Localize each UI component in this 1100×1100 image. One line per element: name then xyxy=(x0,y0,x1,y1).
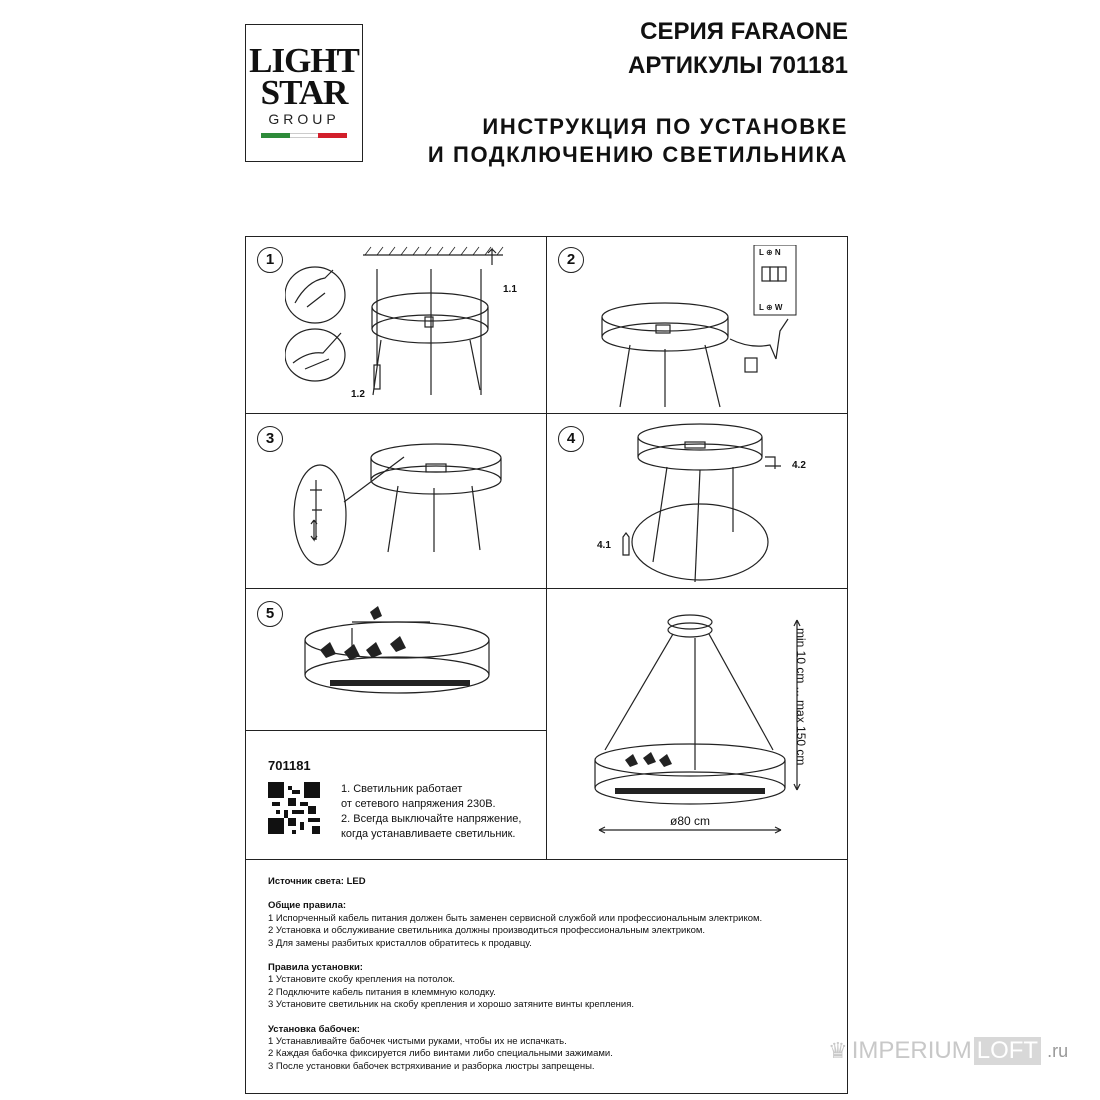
step-1-illustration xyxy=(285,245,540,405)
install-rules-title: Правила установки: xyxy=(268,962,363,974)
watermark xyxy=(828,1037,1068,1065)
grid-divider-row-4 xyxy=(245,859,848,860)
watermark-loft: LOFT xyxy=(974,1037,1041,1065)
instruction-title-line-1: ИНСТРУКЦИЯ ПО УСТАНОВКЕ xyxy=(482,114,848,139)
note-line: когда устанавливаете светильник. xyxy=(341,828,516,840)
step-4-label-b: 4.1 xyxy=(597,540,611,551)
light-source-value: LED xyxy=(346,876,366,887)
terminal-top-labels: L ⊕ N xyxy=(759,248,781,257)
height-range-label: min 10 cm ... max 150 cm xyxy=(794,628,808,766)
note-line: от сетевого напряжения 230В. xyxy=(341,798,496,810)
step-number-1: 1 xyxy=(257,247,283,273)
general-rule: 2 Установка и обслуживание светильника должны производиться профессиональным электриком. xyxy=(268,925,706,937)
watermark-brand: IMPERIUM xyxy=(851,1037,972,1064)
step-4-illustration xyxy=(615,422,845,582)
general-rule: 1 Испорченный кабель питания должен быть заменен сервисной службой или профессиональным электриком. xyxy=(268,912,763,924)
light-source-label: Источник света: xyxy=(268,876,344,887)
watermark-domain: .ru xyxy=(1047,1040,1069,1061)
step-4-label-a: 4.2 xyxy=(792,460,806,471)
install-rule: 2 Подключите кабель питания в клеммную колодку. xyxy=(268,986,496,998)
article-number: АРТИКУЛЫ 701181 xyxy=(628,52,848,79)
grid-vertical-divider xyxy=(546,236,547,860)
step-3-illustration xyxy=(290,440,520,585)
grid-divider-row-3 xyxy=(245,730,546,731)
safety-notes xyxy=(341,782,521,842)
butterfly-rules-title: Установка бабочек: xyxy=(268,1023,360,1035)
logo-line-2: STAR xyxy=(260,73,348,112)
install-rule: 3 Установите светильник на скобу крепления и хорошо затяните винты крепления. xyxy=(268,999,635,1011)
step-number-4: 4 xyxy=(558,426,584,452)
step-2-illustration xyxy=(590,245,840,410)
qr-code xyxy=(268,782,320,834)
note-line: 2. Всегда выключайте напряжение, xyxy=(341,813,522,825)
butterfly-rule: 2 Каждая бабочка фиксируется либо винтами либо специальными зажимами. xyxy=(268,1048,613,1060)
general-rules-title: Общие правила: xyxy=(268,900,347,912)
grid-divider-row-2 xyxy=(245,588,848,589)
instruction-title-line-2: И ПОДКЛЮЧЕНИЮ СВЕТИЛЬНИКА xyxy=(427,142,848,167)
terminal-bottom-labels: L ⊕ W xyxy=(759,303,783,312)
step-number-3: 3 xyxy=(257,426,283,452)
logo-line-3: GROUP xyxy=(268,111,340,127)
step-number-5: 5 xyxy=(257,601,283,627)
step-number-2: 2 xyxy=(558,247,584,273)
series-title: СЕРИЯ FARAONE xyxy=(640,18,848,45)
step-1-label-a: 1.1 xyxy=(503,284,517,295)
install-rule: 1 Установите скобу крепления на потолок. xyxy=(268,974,456,986)
butterfly-rule: 3 После установки бабочек встряхивание и разборка люстры запрещены. xyxy=(268,1060,595,1072)
note-article-number: 701181 xyxy=(268,758,311,773)
brand-logo xyxy=(245,24,363,162)
logo-line-1: LIGHT xyxy=(249,41,359,80)
step-5-illustration xyxy=(300,600,500,710)
diameter-label: ø80 cm xyxy=(670,814,711,828)
step-1-label-b: 1.2 xyxy=(351,389,365,400)
grid-divider-row-1 xyxy=(245,413,848,414)
butterfly-rule: 1 Устанавливайте бабочек чистыми руками, чтобы их не испачкать. xyxy=(268,1036,567,1048)
rules-section xyxy=(268,876,828,1073)
italian-flag-stripe xyxy=(261,133,347,138)
general-rule: 3 Для замены разбитых кристаллов обратитесь к продавцу. xyxy=(268,937,532,949)
watermark-crown-icon: ♛ xyxy=(828,1038,848,1063)
dimension-illustration xyxy=(585,610,815,835)
note-line: 1. Светильник работает xyxy=(341,783,463,795)
